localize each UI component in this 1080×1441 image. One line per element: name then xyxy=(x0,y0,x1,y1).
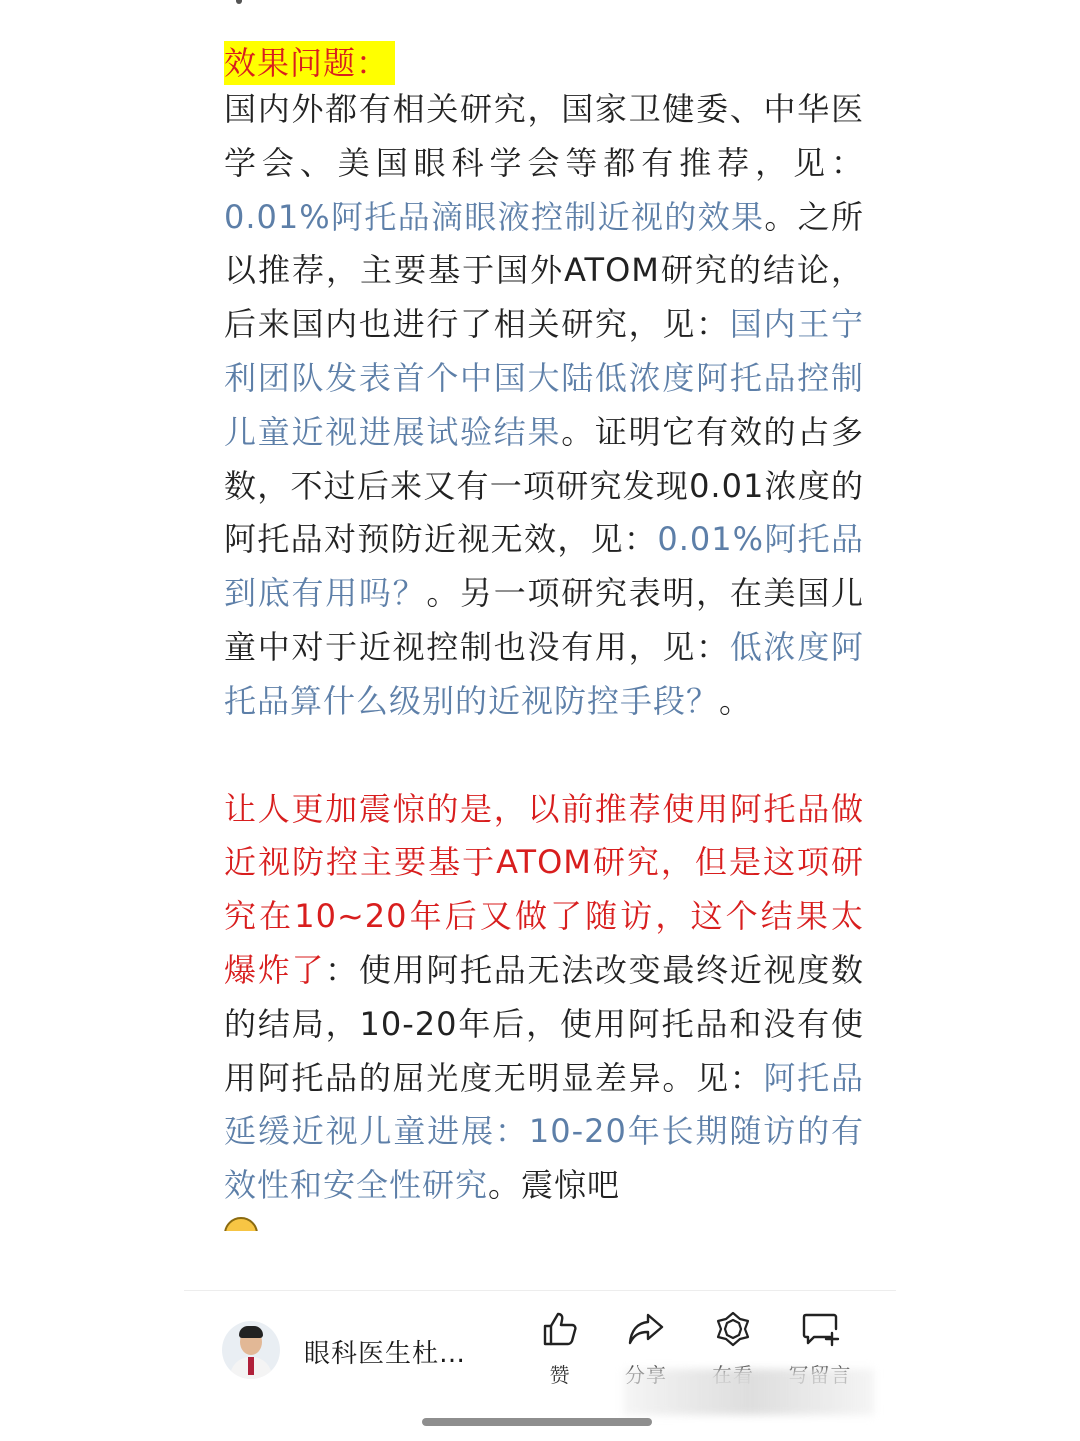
flower-icon xyxy=(713,1309,753,1349)
share-arrow-icon xyxy=(626,1309,666,1349)
blurred-overlay xyxy=(624,1369,874,1415)
link-low-dose-level[interactable]: 低浓度阿托品算什么级别的近视防控手段？ xyxy=(224,627,864,720)
section-heading-wrap xyxy=(224,37,864,83)
emphasis-red-text: 让人更加震惊的是，以前推荐使用阿托品做近视防控主要基于ATOM研究，但是这项研究在10~20年后又做了随访，这个结果太爆炸了 xyxy=(224,789,864,989)
p2-text-1: ：使用阿托品无法改变最终近视度数的结局，10-20年后，使用阿托品和没有使用阿托品的屈光度无明显差异。见： xyxy=(224,950,864,1097)
thumbs-up-icon xyxy=(540,1309,580,1349)
link-atropine-effect[interactable]: 0.01%阿托品滴眼液控制近视的效果 xyxy=(224,197,765,236)
paragraph-atom-followup xyxy=(224,783,864,1213)
paragraph-gap xyxy=(224,729,864,783)
paragraph-effect xyxy=(224,83,864,729)
comment-plus-icon xyxy=(800,1309,840,1349)
p1-text-4: 。另一项研究表明，在美国儿童中对于近视控制也没有用，见： xyxy=(224,574,864,666)
link-atropine-useful[interactable]: 0.01%阿托品到底有用吗？ xyxy=(224,520,864,613)
link-wang-ningli-trial[interactable]: 国内王宁利团队发表首个中国大陆低浓度阿托品控制儿童近视进展试验结果 xyxy=(224,305,864,451)
p2-text-2: 。震惊吧 xyxy=(488,1166,621,1205)
author-avatar[interactable] xyxy=(222,1321,280,1379)
article-body xyxy=(224,0,864,1231)
shocked-emoji-icon xyxy=(224,1217,260,1231)
home-indicator[interactable] xyxy=(422,1418,652,1426)
section-heading: 效果问题： xyxy=(224,41,395,85)
link-long-term-followup[interactable]: 阿托品延缓近视儿童进展：10-20年长期随访的有效性和安全性研究 xyxy=(224,1058,864,1205)
like-button[interactable] xyxy=(525,1309,595,1388)
author-name[interactable]: 眼科医生杜… xyxy=(304,1339,467,1369)
p1-text-5: 。 xyxy=(719,681,753,720)
like-label: 赞 xyxy=(549,1363,571,1387)
p1-text-3: 。证明它有效的占多数，不过后来又有一项研究发现0.01浓度的阿托品对预防近视无效，见： xyxy=(224,412,864,559)
p1-text-1: 国内外都有相关研究，国家卫健委、中华医学会、美国眼科学会等都有推荐，见： xyxy=(224,90,864,182)
p1-text-2: 。之所以推荐，主要基于国外ATOM研究的结论，后来国内也进行了相关研究，见： xyxy=(224,197,864,344)
